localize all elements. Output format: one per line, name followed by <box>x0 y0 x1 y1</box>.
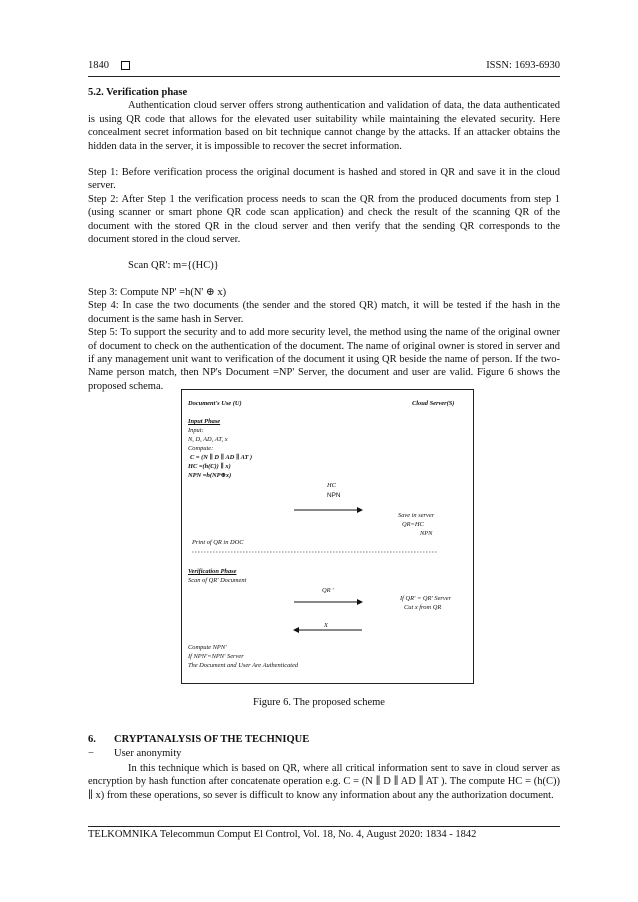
scan-doc: Scan of QR' Document <box>188 577 247 584</box>
footer-rule <box>88 826 560 827</box>
input-phase-label: Input Phase <box>188 418 221 425</box>
bullet-dash: − <box>88 748 94 759</box>
section-number: 6. <box>88 734 96 745</box>
qr-equals-hc: QR=HC <box>402 521 424 528</box>
figure-right-title: Cloud Server(S) <box>412 400 455 407</box>
scan-equation: Scan QR': m={(HC)} <box>128 260 219 272</box>
issn: ISSN: 1693-6930 <box>486 60 560 71</box>
message-hc: HC <box>327 482 336 489</box>
print-qr: Print of QR in DOC <box>192 539 244 546</box>
section-heading: 5.2. Verification phase <box>88 87 188 98</box>
message-npn: NPN <box>327 492 341 499</box>
bullet-text: User anonymity <box>114 748 182 759</box>
if-npn-match: If NPN'=NPN' Server <box>188 653 244 660</box>
compute-npn: NPN =h(NP⊕x) <box>188 472 232 479</box>
message-x: X <box>324 622 328 629</box>
bullet-item <box>88 748 181 759</box>
square-icon <box>121 61 130 70</box>
step-2: Step 2: After Step 1 the verification process needs to scan the QR from the produced documents from step 1 (using scanner or smart phone QR code scan application) and check the result of the scanning QR of the document with the stored QR in the cloud server and then verify that the sending QR corresponds to the document stored in the cloud server. <box>88 193 560 246</box>
figure-left-title: Document's Use (U) <box>188 400 242 407</box>
section-5-2 <box>88 86 560 393</box>
step-1: Step 1: Before verification process the original document is hashed and stored in QR and save it in the cloud server. <box>88 167 560 192</box>
paragraph-anonymity: In this technique which is based on QR, where all critical information sent to save in cloud server as encryption by hash function after concatenate operation e.g. C = (N ∥ D ∥ AD ∥ AT ). The compute HC = (h(C)) ∥ x) from these operations, so sever is difficult to know any information about any the authorization document. <box>88 763 560 801</box>
if-qr-match: If QR' = QR' Server <box>400 595 452 602</box>
npn-right: NPN <box>420 530 433 537</box>
step-3: Step 3: Compute NP' =h(N' ⊕ x) <box>88 286 227 298</box>
save-in-server: Save in server <box>398 512 435 519</box>
verification-phase-label: Verification Phase <box>188 568 237 575</box>
section-6-body <box>88 762 560 802</box>
input-label: Input: <box>188 427 204 434</box>
message-qr: QR ' <box>322 587 334 594</box>
section-title: CRYPTANALYSIS OF THE TECHNIQUE <box>114 734 310 745</box>
page-footer: TELKOMNIKA Telecommun Comput El Control, Vol. 18, No. 4, August 2020: 1834 - 1842 <box>88 829 477 840</box>
step-4: Step 4: In case the two documents (the sender and the stored QR) match, it will be tested if the hash in the document is the same hash in Server. <box>88 300 560 325</box>
step-5: Step 5: To support the security and to add more security level, the method using the name of the original owner of document to check on the authentication of the document. The name of original owner is stored in server and if any management unit want to verification of the document it using QR beside the name of person. If the two-Name person match, then NP's Document =NP' Server, the document and user are valid. Figure 6 shows the proposed schema. <box>88 327 560 392</box>
section-6-heading <box>88 734 309 745</box>
page-number: 1840 <box>88 60 109 71</box>
figure-caption: Figure 6. The proposed scheme <box>253 697 385 708</box>
figure-6 <box>181 389 474 684</box>
page-header <box>88 60 560 71</box>
header-rule <box>88 76 560 77</box>
compute-hc: HC =(h(C)) ∥ x) <box>188 463 231 470</box>
cut-x: Cut x from QR <box>404 604 442 611</box>
authenticated: The Document and User Are Authenticated <box>188 662 299 669</box>
compute-label: Compute: <box>188 445 214 452</box>
input-vars: N, D, AD, AT, x <box>188 436 228 443</box>
paragraph-intro: Authentication cloud server offers strong authentication and validation of data, the data authenticated is using QR code that allows for the elevated user suitability while maintaining the elevated security. Here concealment secret information based on bit technique cannot change by the attacks. If an attacker obtains the hidden data in the server, it is impossible to recover the secret information. <box>88 100 560 152</box>
header-left <box>88 60 130 71</box>
compute-c: C = (N ∥ D ∥ AD ∥ AT ) <box>190 454 253 461</box>
compute-npn-prime: Compute NPN' <box>188 644 227 651</box>
